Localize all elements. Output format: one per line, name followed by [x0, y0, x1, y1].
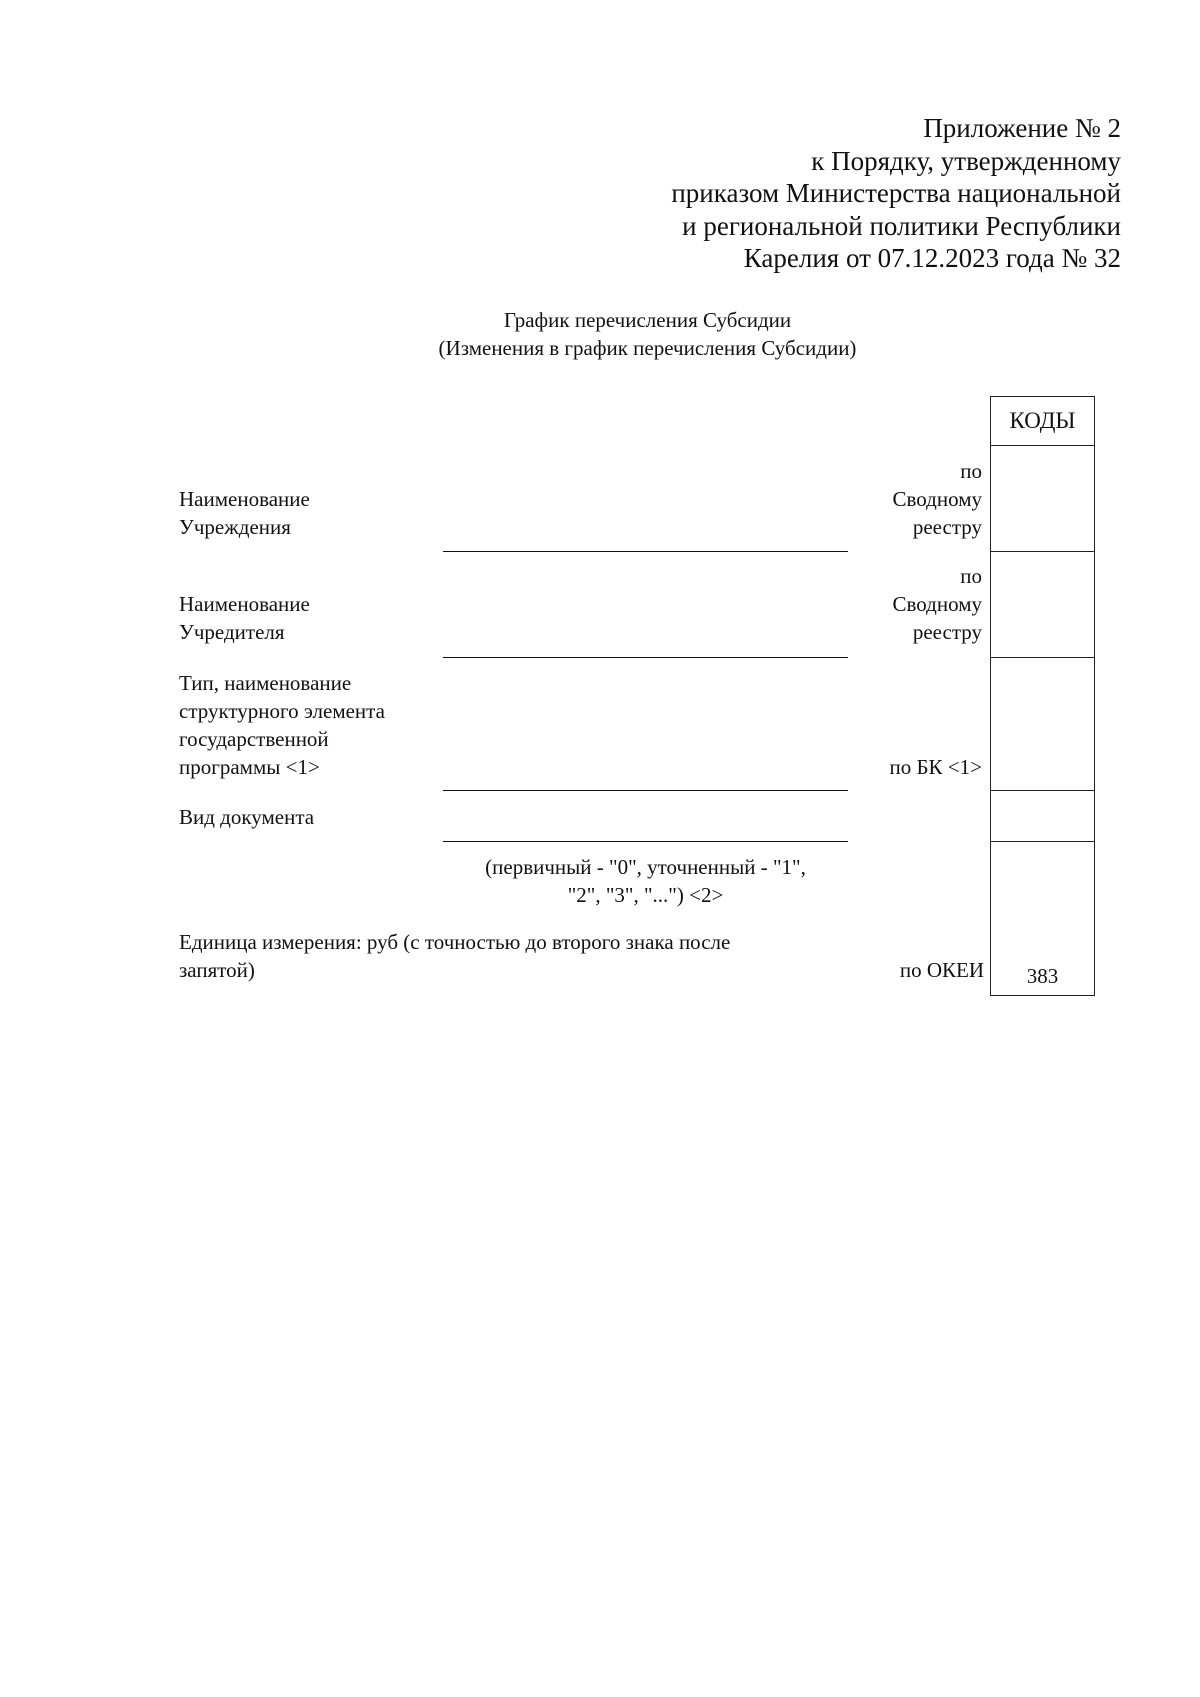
okei-code-value: 383 [1026, 963, 1059, 988]
header-line: и региональной политики Республики [682, 210, 1121, 241]
program-code-cell[interactable] [991, 658, 1094, 790]
document-title [0, 306, 1200, 362]
founder-input-line[interactable] [443, 657, 848, 658]
unit-label: Единица измерения: руб (с точностью до второго знака после запятой) [179, 930, 731, 982]
codes-divider [990, 841, 1095, 842]
header-line: Карелия от 07.12.2023 года № 32 [743, 243, 1121, 273]
doc-type-code-cell[interactable] [991, 791, 1094, 841]
founder-label: Наименование Учредителя [179, 592, 310, 644]
institution-code-label: по Сводному реестру [892, 459, 982, 539]
appendix-header [671, 112, 1121, 275]
institution-code-cell[interactable] [991, 446, 1094, 551]
codes-border-right [1094, 396, 1095, 996]
program-code-label: по БК <1> [889, 755, 982, 779]
institution-label: Наименование Учреждения [179, 487, 310, 539]
program-input-line[interactable] [443, 790, 848, 791]
header-line: к Порядку, утвержденному [811, 145, 1121, 176]
doc-type-hint: (первичный - "0", уточненный - "1", "2", "3", "...") <2> [485, 855, 806, 907]
founder-code-label: по Сводному реестру [892, 564, 982, 644]
header-line: Приложение № 2 [923, 113, 1121, 143]
doc-type-label: Вид документа [179, 805, 315, 829]
title-line-2: (Изменения в график перечисления Субсидии) [438, 336, 857, 360]
header-line: приказом Министерства национальной [671, 178, 1121, 208]
okei-code-label: по ОКЕИ [899, 958, 984, 982]
doc-type-input-line[interactable] [443, 841, 848, 842]
codes-header: КОДЫ [1009, 408, 1076, 433]
founder-code-cell[interactable] [991, 552, 1094, 657]
title-line-1: График перечисления Субсидии [503, 308, 792, 332]
institution-input-line[interactable] [443, 551, 848, 552]
program-label: Тип, наименование структурного элемента государственной программы <1> [179, 671, 385, 779]
